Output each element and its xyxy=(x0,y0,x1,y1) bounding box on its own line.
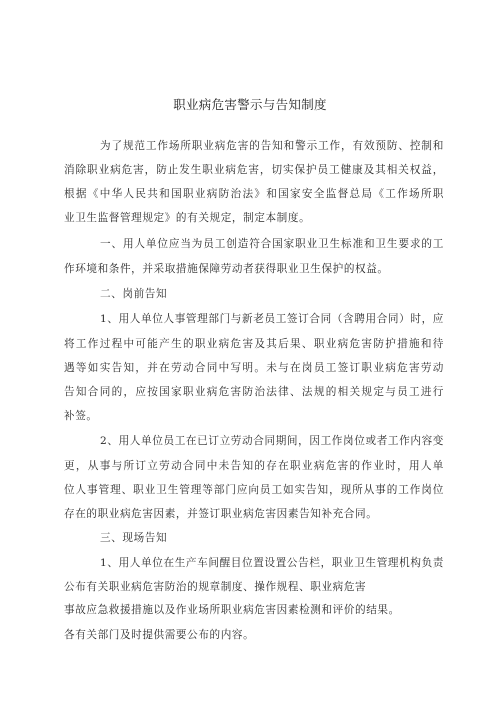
paragraph-line: 位人事管理、职业卫生管理等部门应向员工如实告知，现所从事的工作岗位 xyxy=(64,484,444,496)
paragraph-line: 1、用人单位人事管理部门与新老员工签订合同（含聘用合同）时，应 xyxy=(100,313,444,325)
paragraph-line: 1、用人单位在生产车间醒目位置设置公告栏，职业卫生管理机构负责 xyxy=(100,557,444,569)
paragraph-line: 遇等如实告知，并在劳动合同中写明。未与在岗员工签订职业病危害劳动 xyxy=(64,362,444,374)
paragraph-line: 根据《中华人民共和国职业病防治法》和国家安全监督总局《工作场所职 xyxy=(64,188,444,200)
section-heading: 二、岗前告知 xyxy=(100,288,168,300)
paragraph-line: 补签。 xyxy=(64,410,98,422)
paragraph-line: 存在的职业病危害因素，并签订职业病危害因素告知补充合同。 xyxy=(64,508,378,520)
document-title: 职业病危害警示与告知制度 xyxy=(173,97,327,112)
paragraph-line: 业卫生监督管理规定》的有关规定，制定本制度。 xyxy=(64,212,311,224)
paragraph-line: 事故应急救援措施以及作业场所职业病危害因素检测和评价的结果。 xyxy=(64,604,400,616)
paragraph-line: 各有关部门及时提供需要公布的内容。 xyxy=(64,629,255,641)
paragraph-line: 公布有关职业病危害防治的规章制度、操作规程、职业病危害 xyxy=(64,581,367,593)
paragraph-line: 告知合同的，应按国家职业病危害防治法律、法规的相关规定与员工进行 xyxy=(64,386,444,398)
paragraph-line: 为了规范工作场所职业病危害的告知和警示工作，有效预防、控制和 xyxy=(100,140,444,152)
paragraph-line: 更，从事与所订立劳动合同中未告知的存在职业病危害的作业时，用人单 xyxy=(64,460,444,472)
paragraph-line: 作环境和条件，并采取措施保障劳动者获得职业卫生保护的权益。 xyxy=(64,263,389,275)
section-heading: 三、现场告知 xyxy=(100,532,168,544)
paragraph-line: 2、用人单位员工在已订立劳动合同期间，因工作岗位或者工作内容变 xyxy=(100,435,444,447)
paragraph-line: 消除职业病危害，防止发生职业病危害，切实保护员工健康及其相关权益， xyxy=(64,164,444,176)
paragraph-line: 一、用人单位应当为员工创造符合国家职业卫生标准和卫生要求的工 xyxy=(100,238,444,250)
paragraph-line: 将工作过程中可能产生的职业病危害及其后果、职业病危害防护措施和待 xyxy=(64,338,444,350)
